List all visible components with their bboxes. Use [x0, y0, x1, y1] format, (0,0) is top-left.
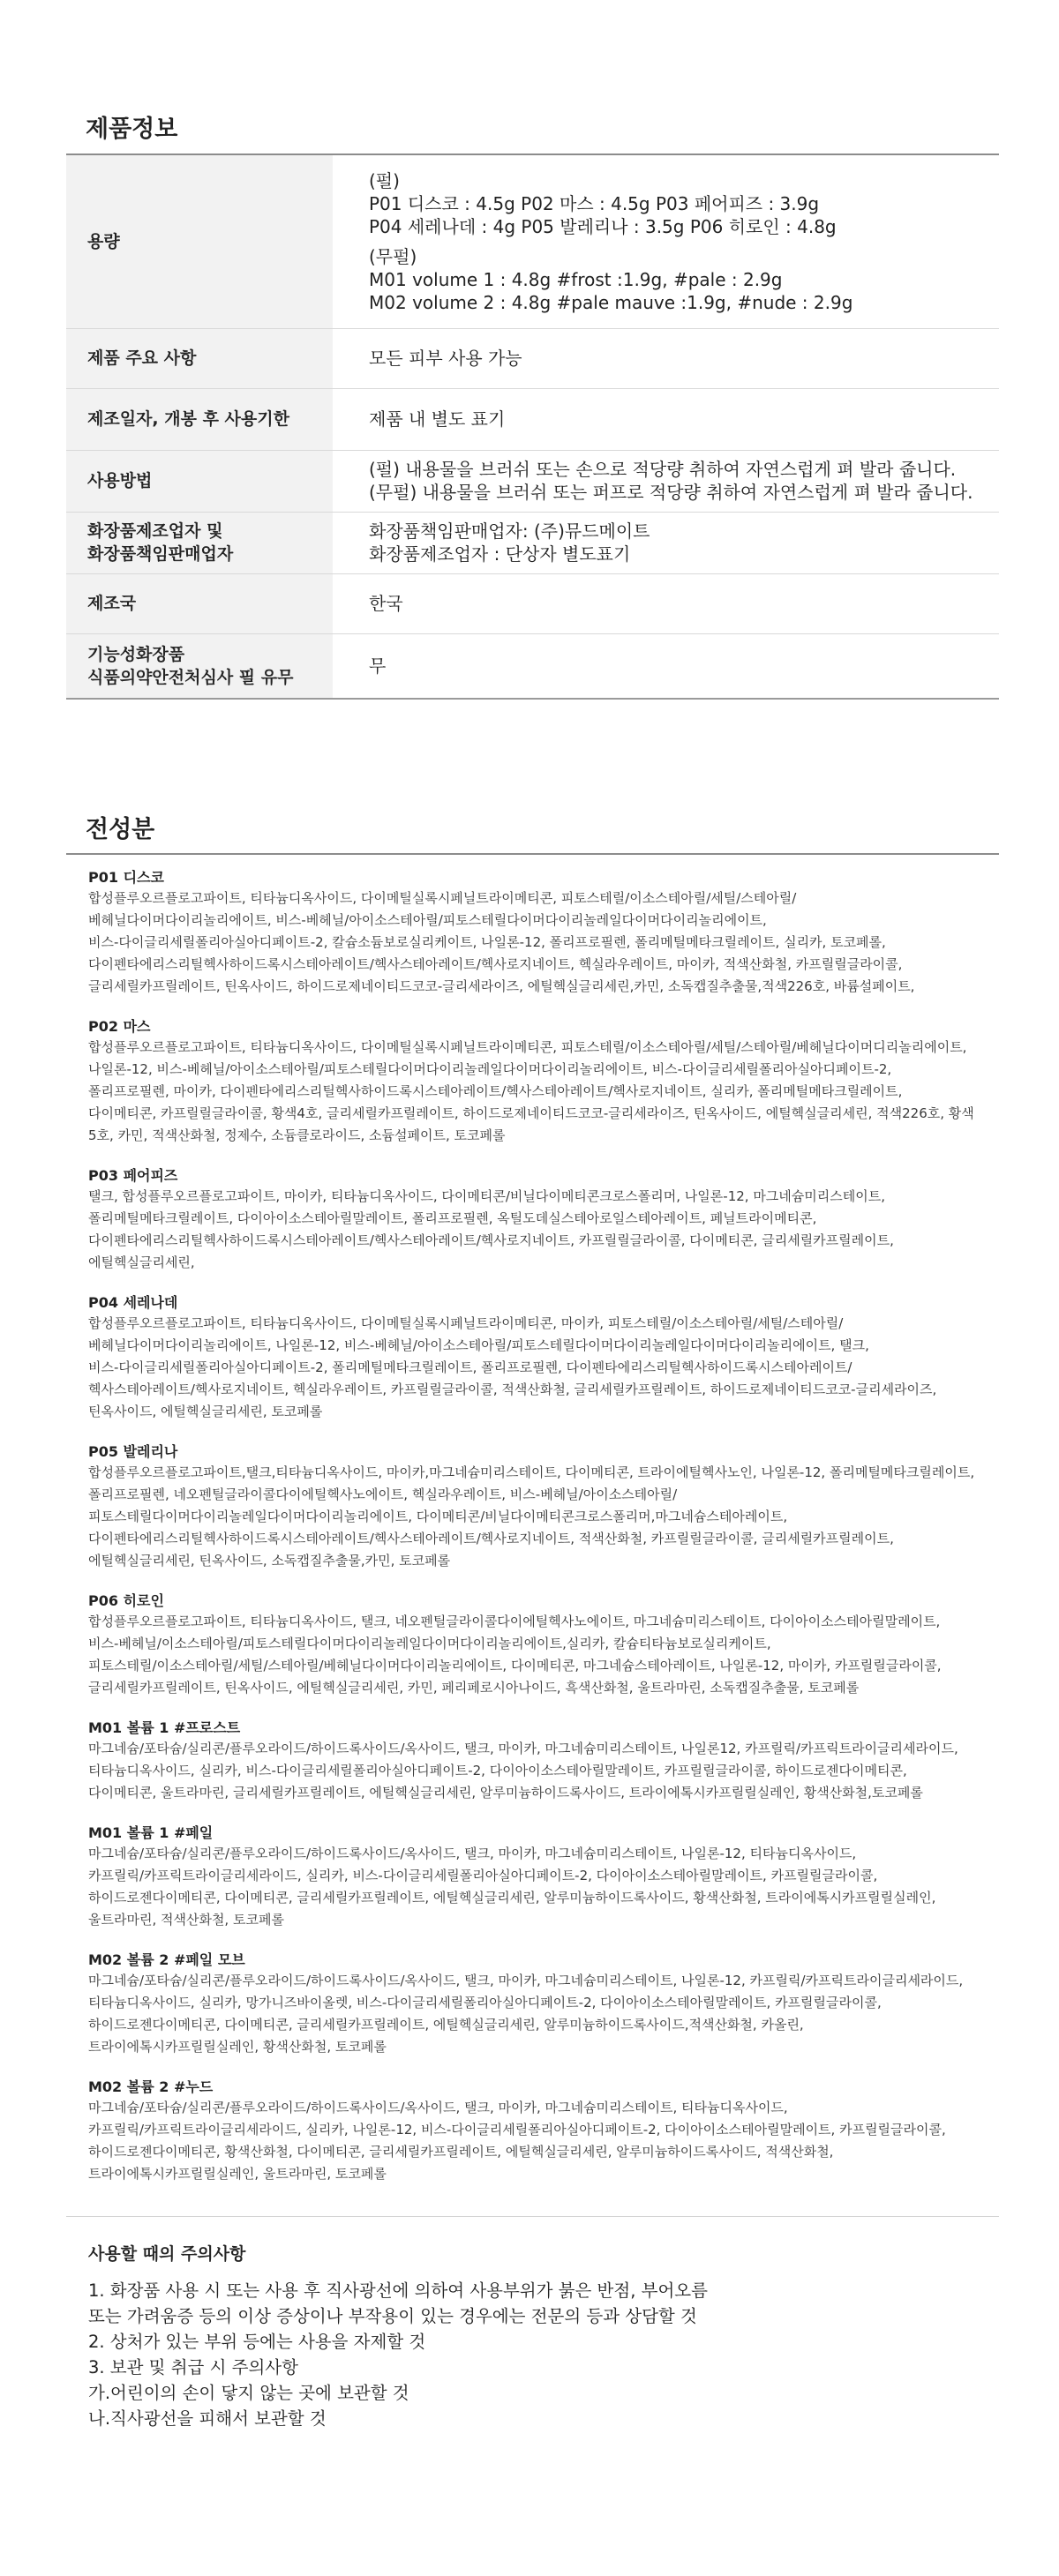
ingredient-item — [88, 1951, 1006, 2058]
info-label: 용량 — [66, 155, 333, 328]
ingredient-item — [88, 2078, 1006, 2185]
ingredient-text: 합성플루오르플로고파이트, 티타늄디옥사이드, 다이메틸실록시페닐트라이메티콘, 마이카, 피토스테릴/이소스테아릴/세틸/스테아릴/ 베헤닐다이머다이리놀리에이트, 나일론-12, 비스-베헤닐/아이소스테아릴/피토스테릴다이머다이리놀레일다이머다이리놀리에이트, 탤크, 비스-다이글리세릴폴리아실아디페이트-2, 폴리메틸메타크릴레이트, 폴리프로필렌, 다이펜타에리스리틸헥사하이드록시스테아레이트/ 헥사스테아레이트/헥사로지네이트, 헥실라우레이트, 카프릴릴글라이콜, 적색산화철, 글리세릴카프릴레이트, 하이드로제네이티드코코-글리세라이즈, 틴옥사이드, 에틸헥실글리세린, 토코페롤 — [88, 1315, 937, 1419]
ingredients-title: 전성분 — [86, 816, 155, 843]
ingredient-text: 탤크, 합성플루오르플로고파이트, 마이카, 티타늄디옥사이드, 다이메티콘/비닐다이메티콘크로스폴리머, 나일론-12, 마그네슘미리스테이트, 폴리메틸메타크릴레이트, 다이아이소스테아릴말레이트, 폴리프로필렌, 옥틸도데실스테아로일스테아레이트, 페닐트라이메티콘, 다이펜타에리스리틸헥사하이드록시스테아레이트/헥사스테아레이트/헥사로지네이트, 카프릴릴글라이콜, 다이메티콘, 글리세릴카프릴레이트, 에틸헥실글리세린, — [88, 1188, 894, 1270]
info-row-manufacturer — [66, 512, 999, 573]
ingredient-name: P04 세레나데 — [88, 1294, 178, 1311]
cautions-title: 사용할 때의 주의사항 — [88, 2244, 246, 2264]
info-value: 제품 내 별도 표기 — [333, 388, 999, 450]
ingredient-text: 마그네슘/포타슘/실리콘/플루오라이드/하이드록사이드/옥사이드, 탤크, 마이카, 마그네슘미리스테이트, 나일론-12, 티타늄디옥사이드, 카프릴릭/카프릭트라이글리세라이드, 실리카, 비스-다이글리세릴폴리아실아디페이트-2, 다이아이소스테아릴말레이트, 카프릴릴글라이콜, 하이드로젠다이메티콘, 다이메티콘, 글리세릴카프릴레이트, 에틸헥실글리세린, 알루미늄하이드록사이드, 황색산화철, 트라이에톡시카프릴릴실레인, 울트라마린, 적색산화철, 토코페롤 — [88, 1846, 936, 1928]
info-value: 모든 피부 사용 가능 — [333, 328, 999, 388]
ingredient-name: M01 볼륨 1 #프로스트 — [88, 1719, 241, 1736]
ingredient-item — [88, 1293, 1006, 1423]
info-value: 화장품책임판매업자: (주)뮤드메이트 화장품제조업자 : 단상자 별도표기 — [333, 512, 999, 573]
ingredient-name: P02 마스 — [88, 1018, 151, 1035]
ingredient-item — [88, 868, 1006, 998]
info-label: 사용방법 — [66, 450, 333, 512]
capacity-pearl-list: P01 디스코 : 4.5g P02 마스 : 4.5g P03 페어피즈 : 3.9g P04 세레나데 : 4g P05 발레리나 : 3.5g P06 히로인 : 4.8g — [369, 192, 837, 237]
info-row-country — [66, 573, 999, 633]
capacity-matte-list: M01 volume 1 : 4.8g #frost :1.9g, #pale : 2.9g M02 volume 2 : 4.8g #pale mauve :1.9g, #nude : 2.9g — [369, 268, 853, 313]
ingredient-item — [88, 1719, 1006, 1804]
info-label: 제조일자, 개봉 후 사용기한 — [66, 388, 333, 450]
info-row-main — [66, 328, 999, 388]
info-value: 무 — [333, 633, 999, 699]
ingredient-text: 합성플루오르플로고파이트, 티타늄디옥사이드, 다이메틸실록시페닐트라이메티콘, 피토스테릴/이소스테아릴/세틸/스테아릴/ 베헤닐다이머다이리놀리에이트, 비스-베헤닐/아이소스테아릴/피토스테릴다이머다이리놀레일다이머다이리놀리에이트, 비스-다이글리세릴폴리아실아디페이트-2, 칼슘소듐보로실리케이트, 나일론-12, 폴리프로필렌, 폴리메틸메타크릴레이트, 실리카, 토코페롤, 다이펜타에리스리틸헥사하이드록시스테아레이트/헥사스테아레이트/헥사로지네이트, 헥실라우레이트, 마이카, 적색산화철, 카프릴릴글라이콜, 글리세릴카프릴레이트, 틴옥사이드, 하이드로제네이티드코코-글리세라이즈, 에틸헥실글리세린,카민, 소독캡질추출물,적색226호, 바륨설페이트, — [88, 890, 915, 994]
ingredient-item — [88, 1166, 1006, 1274]
ingredient-name: P03 페어피즈 — [88, 1167, 178, 1184]
info-label: 제품 주요 사항 — [66, 328, 333, 388]
ingredient-item — [88, 1591, 1006, 1699]
ingredient-item — [88, 1823, 1006, 1931]
ingredient-text: 합성플루오르플로고파이트, 티타늄디옥사이드, 다이메틸실록시페닐트라이메티콘, 피토스테릴/이소스테아릴/세틸/스테아릴/베헤닐다이머디리놀리에이트, 나일론-12, 비스-베헤닐/아이소스테아릴/피토스테릴다이머다이리놀레일다이머다이리놀리에이트, 비스-다이글리세릴폴리아실아디페이트-2, 폴리프로필렌, 마이카, 다이펜타에리스리틸헥사하이드록시스테아레이트/헥사스테아레이트/헥사로지네이트, 실리카, 폴리메틸메타크릴레이트, 다이메티콘, 카프릴릴글라이콜, 황색4호, 글리세릴카프릴레이트, 하이드로제네이티드코코-글리세라이즈, 틴옥사이드, 에틸헥실글리세린, 적색226호, 황색 5호, 카민, 적색산화철, 정제수, 소듐클로라이드, 소듐설페이트, 토코페롤 — [88, 1039, 974, 1143]
ingredient-name: M01 볼륨 1 #페일 — [88, 1824, 214, 1841]
ingredient-item — [88, 1017, 1006, 1147]
ingredient-name: M02 볼륨 2 #누드 — [88, 2078, 214, 2095]
info-label: 제조국 — [66, 573, 333, 633]
ingredient-text: 마그네슘/포타슘/실리콘/플루오라이드/하이드록사이드/옥사이드, 탤크, 마이카, 마그네슘미리스테이트, 티타늄디옥사이드, 카프릴릭/카프릭트라이글리세라이드, 실리카, 나일론-12, 비스-다이글리세릴폴리아실아디페이트-2, 다이아이소스테아릴말레이트, 카프릴릴글라이콜, 하이드로젠다이메티콘, 황색산화철, 다이메티콘, 글리세릴카프릴레이트, 에틸헥실글리세린, 알루미늄하이드록사이드, 적색산화철, 트라이에톡시카프릴릴실레인, 울트라마린, 토코페롤 — [88, 2100, 946, 2182]
capacity-pearl-heading: (펄) — [369, 169, 400, 191]
ingredient-name: P05 발레리나 — [88, 1443, 178, 1460]
ingredient-name: M02 볼륨 2 #페일 모브 — [88, 1951, 245, 1968]
info-row-capacity — [66, 155, 999, 328]
info-label: 기능성화장품 식품의약안전처심사 필 유무 — [66, 633, 333, 699]
ingredients-list — [88, 868, 1006, 2205]
ingredients-top-rule — [66, 853, 999, 855]
ingredient-text: 합성플루오르플로고파이트, 티타늄디옥사이드, 탤크, 네오펜틸글라이콜다이에틸헥사노에이트, 마그네슘미리스테이트, 다이아이소스테아릴말레이트, 비스-베헤닐/이소스테아릴/피토스테릴다이머다이리놀레일다이머다이리놀리에이트,실리카, 칼슘티타늄보로실리케이트, 피토스테릴/이소스테아릴/세틸/스테아릴/베헤닐다이머다이리놀리에이트, 다이메티콘, 마그네슘스테아레이트, 나일론-12, 마이카, 카프릴릴글라이콜, 글리세릴카프릴레이트, 틴옥사이드, 에틸헥실글리세린, 카민, 페리페로시아나이드, 흑색산화철, 울트라마린, 소독캡질추출물, 토코페롤 — [88, 1614, 942, 1696]
product-info-table — [66, 155, 999, 700]
info-value: (펄) 내용물을 브러쉬 또는 손으로 적당량 취하여 자연스럽게 펴 발라 줍니다. (무펄) 내용물을 브러쉬 또는 퍼프로 적당량 취하여 자연스럽게 펴 발라 줍니다. — [333, 450, 999, 512]
cautions-divider — [66, 2216, 999, 2217]
ingredient-name: P06 히로인 — [88, 1592, 164, 1609]
capacity-matte-heading: (무펄) — [369, 245, 417, 267]
ingredient-item — [88, 1442, 1006, 1572]
ingredient-name: P01 디스코 — [88, 869, 164, 886]
ingredient-text: 마그네슘/포타슘/실리콘/플루오라이드/하이드록사이드/옥사이드, 탤크, 마이카, 마그네슘미리스테이트, 나일론12, 카프릴릭/카프릭트라이글리세라이드, 티타늄디옥사이드, 실리카, 비스-다이글리세릴폴리아실아디페이트-2, 다이아이소스테아릴말레이트, 카프릴릴글라이콜, 하이드로젠다이메티콘, 다이메티콘, 울트라마린, 글리세릴카프릴레이트, 에틸헥실글리세린, 알루미늄하이드록사이드, 트라이에톡시카프릴릴실레인, 황색산화철,토코페롤 — [88, 1741, 958, 1801]
info-value-capacity — [333, 155, 999, 328]
cautions-text: 1. 화장품 사용 시 또는 사용 후 직사광선에 의하여 사용부위가 붉은 반점, 부어오름 또는 가려움증 등의 이상 증상이나 부작용이 있는 경우에는 전문의 등과 상담할 것 2. 상처가 있는 부위 등에는 사용을 자제할 것 3. 보관 및 취급 시 주의사항 가.어린이의 손이 닿지 않는 곳에 보관할 것 나.직사광선을 피해서 보관할 것 — [88, 2280, 708, 2429]
info-row-functional — [66, 633, 999, 699]
ingredient-text: 마그네슘/포타슘/실리콘/플루오라이드/하이드록사이드/옥사이드, 탤크, 마이카, 마그네슘미리스테이트, 나일론-12, 카프릴릭/카프릭트라이글리세라이드, 티타늄디옥사이드, 실리카, 망가니즈바이올렛, 비스-다이글리세릴폴리아실아디페이트-2, 다이아이소스테아릴말레이트, 카프릴릴글라이콜, 하이드로젠다이메티콘, 다이메티콘, 글리세릴카프릴레이트, 에틸헥실글리세린, 알루미늄하이드록사이드,적색산화철, 카올린, 트라이에톡시카프릴릴실레인, 황색산화철, 토코페롤 — [88, 1973, 964, 2055]
ingredient-text: 합성플루오르플로고파이트,탤크,티타늄디옥사이드, 마이카,마그네슘미리스테이트, 다이메티콘, 트라이에틸헥사노인, 나일론-12, 폴리메틸메타크릴레이트, 폴리프로필렌, 네오펜틸글라이콜다이에틸헥사노에이트, 헥실라우레이트, 비스-베헤닐/아이소스테아릴/ 피토스테릴다이머다이리놀레일다이머다이리놀리에이트, 다이메티콘/비닐다이메티콘크로스폴리머,마그네슘스테아레이트, 다이펜타에리스리틸헥사하이드록시스테아레이트/헥사스테아레이트/헥사로지네이트, 적색산화철, 카프릴릴글라이콜, 글리세릴카프릴레이트, 에틸헥실글리세린, 틴옥사이드, 소독캡질추출물,카민, 토코페롤 — [88, 1464, 975, 1569]
product-info-title: 제품정보 — [86, 116, 178, 143]
info-row-usage — [66, 450, 999, 512]
info-value: 한국 — [333, 573, 999, 633]
info-row-expiry — [66, 388, 999, 450]
info-label: 화장품제조업자 및 화장품책임판매업자 — [66, 512, 333, 573]
